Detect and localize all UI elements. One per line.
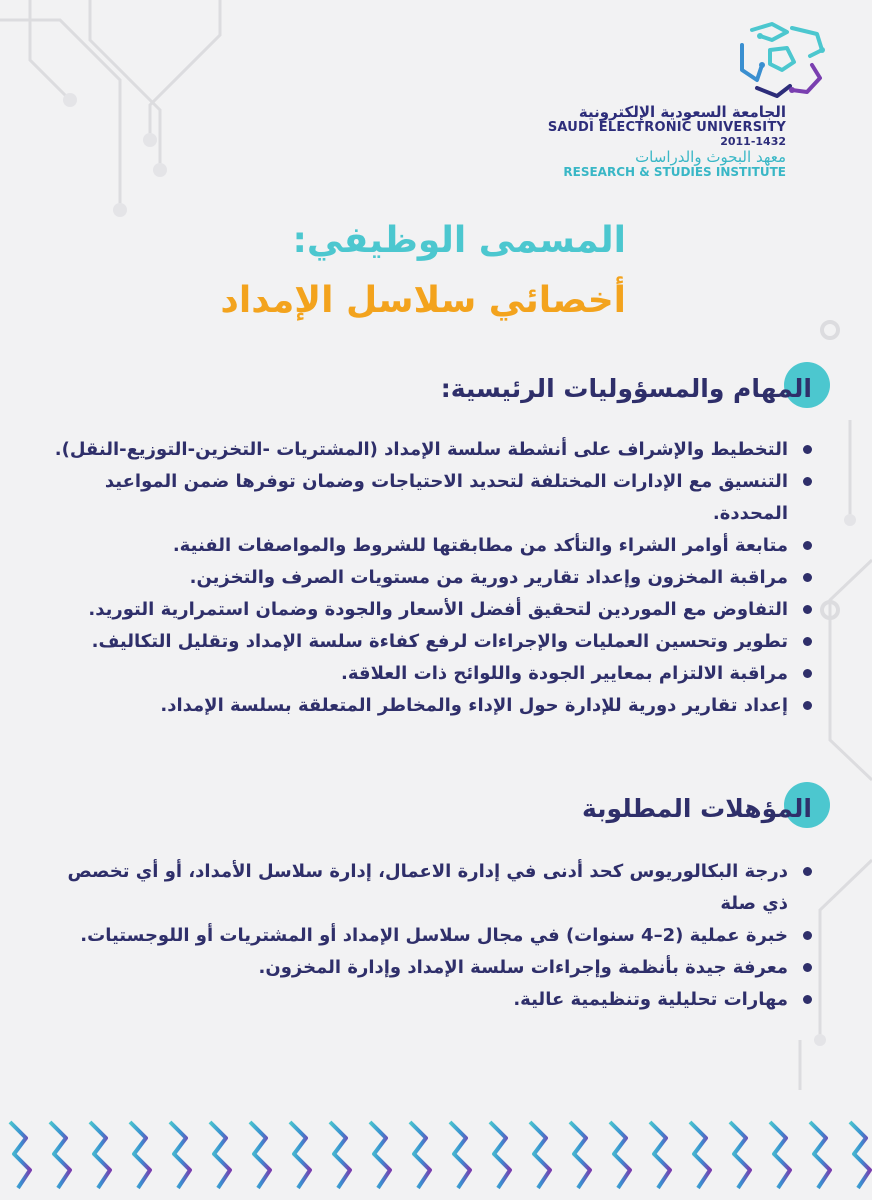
wave-stroke bbox=[250, 1122, 270, 1188]
list-item: خبرة عملية (2–4 سنوات) في مجال سلاسل الإمداد أو المشتريات أو اللوجستيات. bbox=[52, 920, 812, 952]
list-item: التفاوض مع الموردين لتحقيق أفضل الأسعار والجودة وضمان استمرارية التوريد. bbox=[52, 594, 812, 626]
wave-stroke bbox=[810, 1122, 830, 1188]
wave-stroke bbox=[570, 1122, 590, 1188]
bullet-icon bbox=[803, 669, 812, 678]
wave-stroke bbox=[330, 1122, 350, 1188]
wave-stroke bbox=[850, 1122, 870, 1188]
list-item: مراقبة المخزون وإعداد تقارير دورية من مستويات الصرف والتخزين. bbox=[52, 562, 812, 594]
list-item: إعداد تقارير دورية للإدارة حول الإداء والمخاطر المتعلقة بسلسة الإمداد. bbox=[52, 690, 812, 722]
wave-stroke bbox=[210, 1122, 230, 1188]
qualifications-heading: المؤهلات المطلوبة bbox=[581, 794, 812, 823]
job-title-label: المسمى الوظيفي: bbox=[292, 220, 626, 261]
bullet-icon bbox=[803, 867, 812, 876]
list-item: درجة البكالوريوس كحد أدنى في إدارة الاعمال، إدارة سلاسل الأمداد، أو أي تخصص ذي صلة bbox=[52, 856, 812, 920]
wave-stroke bbox=[450, 1122, 470, 1188]
bullet-icon bbox=[803, 573, 812, 582]
bullet-icon bbox=[803, 963, 812, 972]
list-item: مراقبة الالتزام بمعايير الجودة واللوائح ذات العلاقة. bbox=[52, 658, 812, 690]
qualifications-section bbox=[52, 790, 812, 1016]
bullet-icon bbox=[803, 445, 812, 454]
university-years: 2011-1432 bbox=[720, 135, 786, 149]
wave-stroke bbox=[90, 1122, 110, 1188]
bullet-icon bbox=[803, 541, 812, 550]
university-name-english: SAUDI ELECTRONIC UNIVERSITY bbox=[547, 120, 786, 136]
institute-name-arabic: معهد البحوث والدراسات bbox=[635, 147, 786, 166]
wave-stroke bbox=[650, 1122, 670, 1188]
list-item: متابعة أوامر الشراء والتأكد من مطابقتها للشروط والمواصفات الفنية. bbox=[52, 530, 812, 562]
responsibilities-section bbox=[52, 370, 812, 722]
list-item: التخطيط والإشراف على أنشطة سلسة الإمداد (المشتريات -التخزين-التوزيع-النقل). bbox=[52, 434, 812, 466]
list-item: معرفة جيدة بأنظمة وإجراءات سلسة الإمداد وإدارة المخزون. bbox=[52, 952, 812, 984]
wave-stroke bbox=[170, 1122, 190, 1188]
wave-stroke bbox=[770, 1122, 790, 1188]
bullet-icon bbox=[803, 637, 812, 646]
wave-stroke bbox=[290, 1122, 310, 1188]
wave-stroke bbox=[730, 1122, 750, 1188]
bullet-icon bbox=[803, 605, 812, 614]
wave-stroke bbox=[410, 1122, 430, 1188]
bullet-icon bbox=[803, 701, 812, 710]
bottom-wave-pattern bbox=[0, 1110, 872, 1200]
wave-stroke bbox=[490, 1122, 510, 1188]
wave-stroke bbox=[610, 1122, 630, 1188]
university-name-arabic: الجامعة السعودية الإلكترونية bbox=[578, 103, 786, 121]
responsibilities-heading: المهام والمسؤوليات الرئيسية: bbox=[440, 374, 812, 403]
job-title: أخصائي سلاسل الإمداد bbox=[220, 280, 626, 321]
institute-name-english: RESEARCH & STUDIES INSTITUTE bbox=[563, 165, 786, 180]
wave-stroke bbox=[130, 1122, 150, 1188]
university-logo bbox=[536, 20, 836, 200]
list-item: تطوير وتحسين العمليات والإجراءات لرفع كفاءة سلسة الإمداد وتقليل التكاليف. bbox=[52, 626, 812, 658]
list-item: مهارات تحليلية وتنظيمية عالية. bbox=[52, 984, 812, 1016]
list-item: التنسيق مع الإدارات المختلفة لتحديد الاحتياجات وضمان توفرها ضمن المواعيد المحددة. bbox=[52, 466, 812, 530]
bullet-icon bbox=[803, 931, 812, 940]
wave-stroke bbox=[530, 1122, 550, 1188]
logo-mark-icon bbox=[732, 20, 832, 100]
bullet-icon bbox=[803, 995, 812, 1004]
wave-stroke bbox=[690, 1122, 710, 1188]
wave-stroke bbox=[10, 1122, 30, 1188]
wave-stroke bbox=[370, 1122, 390, 1188]
bullet-icon bbox=[803, 477, 812, 486]
wave-stroke bbox=[50, 1122, 70, 1188]
